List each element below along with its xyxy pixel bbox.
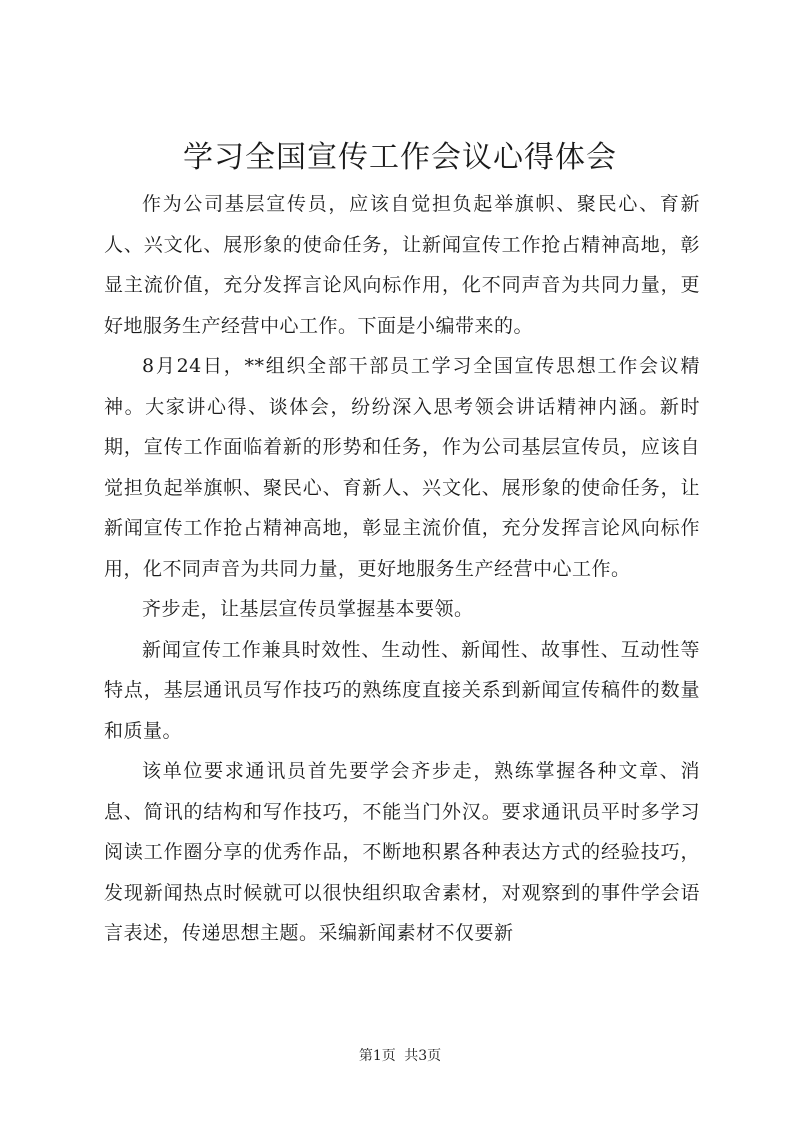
paragraph-heading: 齐步走，让基层宣传员掌握基本要领。 <box>142 598 474 620</box>
page-number: 第1页 <box>358 1048 396 1064</box>
page-total: 共3页 <box>404 1048 442 1064</box>
page-footer <box>0 1046 800 1066</box>
paragraph-requirements: 该单位要求通讯员首先要学会齐步走，熟练掌握各种文章、消息、简讯的结构和写作技巧，不能当门外汉。要求通讯员平时多学习阅读工作圈分享的优秀作品，不断地积累各种表达方式的经验技巧，发现新闻热点时候就可以很快组织取舍素材，对观察到的事件学会语言表述，传递思想主题。采编新闻素材不仅要新 <box>104 760 700 944</box>
paragraph-features: 新闻宣传工作兼具时效性、生动性、新闻性、故事性、互动性等特点，基层通讯员写作技巧的熟练度直接关系到新闻宣传稿件的数量和质量。 <box>104 638 700 742</box>
paragraph-event: 8月24日，**组织全部干部员工学习全国宣传思想工作会议精神。大家讲心得、谈体会，纷纷深入思考领会讲话精神内涵。新时期，宣传工作面临着新的形势和任务，作为公司基层宣传员，应该自觉担负起举旗帜、聚民心、育新人、兴文化、展形象的使命任务，让新闻宣传工作抢占精神高地，彰显主流价值，充分发挥言论风向标作用，化不同声音为共同力量，更好地服务生产经营中心工作。 <box>104 355 700 580</box>
document-body <box>104 184 700 954</box>
paragraph-intro: 作为公司基层宣传员，应该自觉担负起举旗帜、聚民心、育新人、兴文化、展形象的使命任务，让新闻宣传工作抢占精神高地，彰显主流价值，充分发挥言论风向标作用，化不同声音为共同力量，更好地服务生产经营中心工作。下面是小编带来的。 <box>104 193 700 337</box>
document-title: 学习全国宣传工作会议心得体会 <box>183 140 617 175</box>
